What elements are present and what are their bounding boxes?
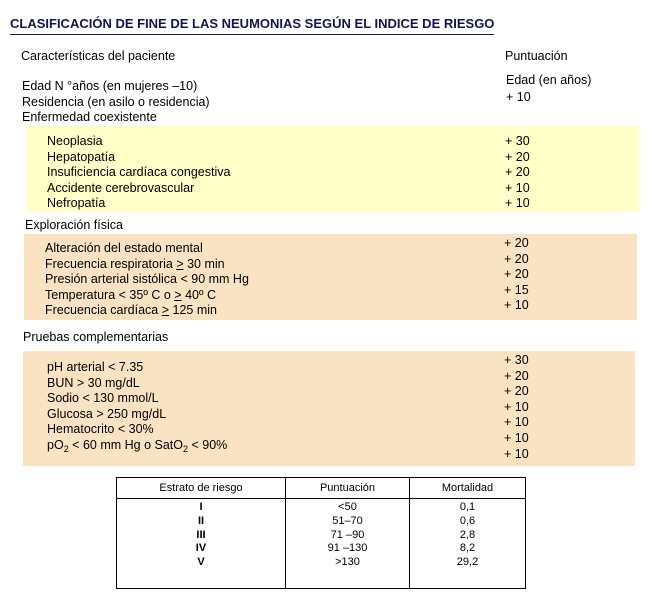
- table-cell: III: [196, 528, 206, 541]
- score-item: + 10: [504, 298, 529, 313]
- score-item: + 30: [505, 134, 530, 148]
- column-header-mortality: Mortalidad: [410, 478, 526, 499]
- list-item: Frecuencia respiratoria > 30 min: [45, 256, 225, 271]
- score-item: + 10: [505, 180, 530, 195]
- score-item: + 10: [504, 415, 529, 430]
- labs-heading: Pruebas complementarias: [23, 330, 169, 344]
- labs-box: [23, 351, 635, 466]
- patient-characteristics-header: Características del paciente: [21, 49, 176, 63]
- list-item: Hematocrito < 30%: [47, 422, 154, 437]
- score-header: Puntuación: [505, 49, 568, 63]
- list-item: Sodio < 130 mmol/L: [47, 391, 159, 406]
- score-item: + 20: [505, 149, 530, 164]
- score-item: + 20: [504, 267, 529, 282]
- table-cell: IV: [195, 542, 207, 555]
- page-title: CLASIFICACIÓN DE FINE DE LAS NEUMONIAS SEGÚN EL INDICE DE RIESGO: [10, 16, 495, 31]
- comorbidity-scores: [505, 134, 530, 212]
- table-cell: I: [199, 501, 203, 513]
- score-item: + 20: [505, 165, 530, 180]
- score-item: + 20: [504, 384, 529, 399]
- list-item: Hepatopatía: [47, 149, 116, 164]
- residence-label: Residencia (en asilo o residencia): [22, 95, 210, 109]
- list-item: Presión arterial sistólica < 90 mm Hg: [45, 272, 249, 287]
- comorbidity-heading: Enfermedad coexistente: [22, 110, 157, 124]
- list-item: pH arterial < 7.35: [47, 360, 144, 374]
- exam-box: [24, 234, 637, 320]
- table-cell: 0,6: [459, 514, 476, 527]
- comorbidity-box: [26, 126, 639, 212]
- table-cell: >130: [335, 556, 360, 569]
- table-cell: 51–70: [332, 514, 363, 527]
- score-item: + 10: [504, 430, 529, 445]
- list-item: Alteración del estado mental: [45, 241, 203, 255]
- list-item: Neoplasia: [47, 134, 103, 148]
- strata-column: [117, 499, 286, 589]
- table-cell: V: [197, 556, 205, 569]
- score-item: + 20: [504, 368, 529, 383]
- labs-list: [47, 360, 227, 458]
- score-item: + 30: [504, 353, 529, 367]
- table-cell: II: [197, 514, 205, 527]
- exam-scores: [504, 236, 529, 314]
- table-cell: 29,2: [456, 556, 479, 569]
- age-label: Edad N °años (en mujeres –10): [22, 79, 198, 93]
- list-item: $pO_2 < 60$ mm Hg o SatO$_2$ < 90%: [47, 437, 228, 454]
- mortality-column: [410, 499, 526, 589]
- list-item: Temperatura < 35º C o > 40º C: [45, 287, 217, 302]
- table-cell: 91 –130: [327, 542, 368, 555]
- points-column: [286, 499, 410, 589]
- list-item: BUN > 30 mg/dL: [47, 375, 140, 390]
- list-item: Accidente cerebrovascular: [47, 180, 195, 195]
- score-item: + 10: [505, 196, 530, 211]
- list-item: Glucosa > 250 mg/dL: [47, 406, 167, 421]
- table-cell: 71 –90: [330, 528, 365, 541]
- table-cell: 8,2: [459, 542, 476, 555]
- residence-score: + 10: [506, 90, 531, 104]
- list-item: Insuficiencia cardíaca congestiva: [47, 165, 231, 180]
- score-item: + 10: [504, 399, 529, 414]
- title-underline: [10, 34, 494, 35]
- labs-scores: [504, 353, 529, 462]
- table-cell: <50: [338, 501, 357, 513]
- age-score: Edad (en años): [506, 73, 592, 87]
- list-item: Nefropatía: [47, 196, 106, 211]
- exam-list: [45, 241, 249, 319]
- score-item: + 15: [504, 282, 529, 297]
- column-header-points: Puntuación: [286, 478, 410, 499]
- list-item: Frecuencia cardíaca > 125 min: [45, 303, 217, 318]
- table-body-row: [117, 499, 526, 589]
- risk-stratum-table: [116, 477, 526, 589]
- score-item: + 20: [504, 236, 529, 250]
- table-header-row: [117, 478, 526, 499]
- score-item: + 10: [504, 446, 529, 461]
- score-item: + 20: [504, 251, 529, 266]
- column-header-stratum: Estrato de riesgo: [117, 478, 286, 499]
- exam-heading: Exploración física: [25, 218, 123, 232]
- comorbidity-list: [47, 134, 230, 212]
- table-cell: 0,1: [459, 501, 476, 513]
- table-cell: 2,8: [459, 528, 476, 541]
